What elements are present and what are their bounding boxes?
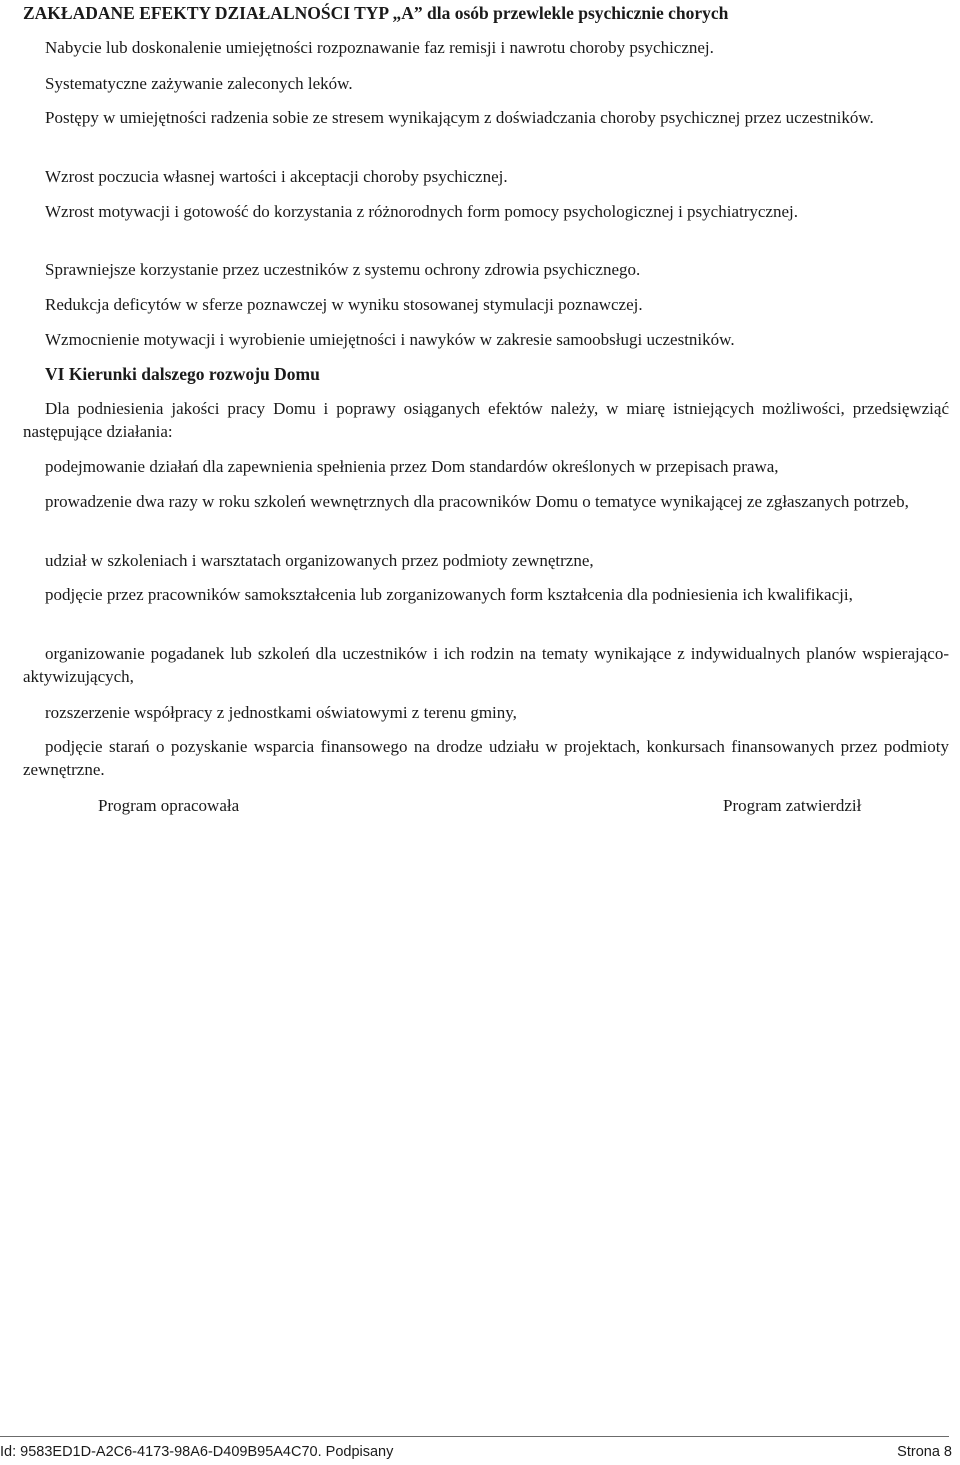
effect-item: Postępy w umiejętności radzenia sobie ze stresem wynikającym z doświadczania choroby psychicznej przez uczestników. bbox=[45, 108, 874, 127]
effect-item: Wzrost motywacji i gotowość do korzystania z różnorodnych form pomocy psychologicznej i psychiatrycznej. bbox=[45, 202, 798, 221]
effect-item: Sprawniejsze korzystanie przez uczestników z systemu ochrony zdrowia psychicznego. bbox=[45, 260, 641, 279]
effect-item: Wzrost poczucia własnej wartości i akceptacji choroby psychicznej. bbox=[45, 167, 508, 186]
section-vi-title: VI Kierunki dalszego rozwoju Domu bbox=[45, 364, 320, 384]
section-vi-intro: Dla podniesienia jakości pracy Domu i poprawy osiąganych efektów należy, w miarę istniejących możliwości, przedsięwziąć następujące działania: bbox=[23, 399, 949, 441]
action-item: prowadzenie dwa razy w roku szkoleń wewnętrznych dla pracowników Domu o tematyce wynikającej ze zgłaszanych potrzeb, bbox=[45, 492, 909, 511]
action-item: rozszerzenie współpracy z jednostkami oświatowymi z terenu gminy, bbox=[45, 703, 517, 722]
effect-item: Systematyczne zażywanie zaleconych leków. bbox=[45, 74, 353, 93]
effect-item: Redukcja deficytów w sferze poznawczej w wyniku stosowanej stymulacji poznawczej. bbox=[45, 295, 643, 314]
document-id: Id: 9583ED1D-A2C6-4173-98A6-D409B95A4C70. Podpisany bbox=[0, 1444, 394, 1460]
footer-divider bbox=[0, 1436, 949, 1437]
signature-approved-by: Program zatwierdził bbox=[723, 796, 862, 815]
action-item: podjęcie starań o pozyskanie wsparcia finansowego na drodze udziału w projektach, konkursach finansowanych przez podmioty zewnętrzne. bbox=[23, 737, 949, 779]
action-item: organizowanie pogadanek lub szkoleń dla uczestników i ich rodzin na tematy wynikające z indywidualnych planów wspierająco-aktywizujących, bbox=[23, 644, 949, 686]
section-a-title: ZAKŁADANE EFEKTY DZIAŁALNOŚCI TYP „A” dla osób przewlekle psychicznie chorych bbox=[23, 3, 729, 23]
action-item: podejmowanie działań dla zapewnienia spełnienia przez Dom standardów określonych w przepisach prawa, bbox=[45, 457, 779, 476]
effect-item: Wzmocnienie motywacji i wyrobienie umiejętności i nawyków w zakresie samoobsługi uczestników. bbox=[45, 330, 735, 349]
action-item: podjęcie przez pracowników samokształcenia lub zorganizowanych form kształcenia dla podniesienia ich kwalifikacji, bbox=[45, 585, 853, 604]
effect-item: Nabycie lub doskonalenie umiejętności rozpoznawanie faz remisji i nawrotu choroby psychicznej. bbox=[45, 38, 714, 57]
signature-prepared-by: Program opracowała bbox=[98, 796, 240, 815]
page-number: Strona 8 bbox=[897, 1444, 952, 1460]
action-item: udział w szkoleniach i warsztatach organizowanych przez podmioty zewnętrzne, bbox=[45, 551, 594, 570]
